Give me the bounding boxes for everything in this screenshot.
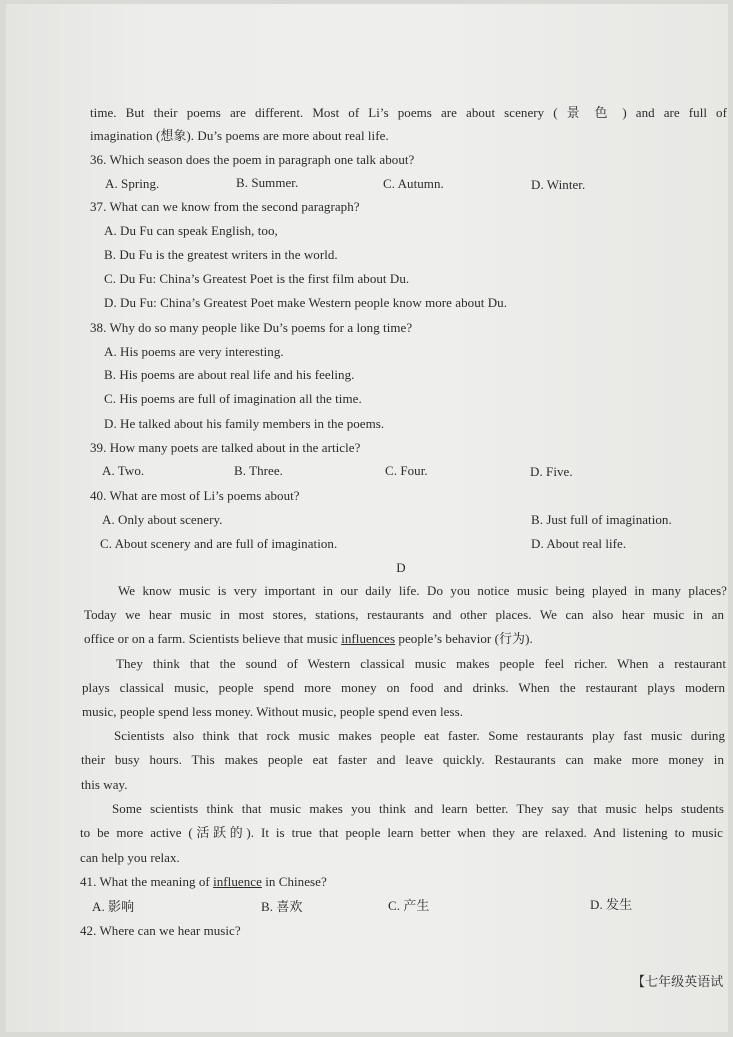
option: C. His poems are full of imagination all the time. — [104, 391, 362, 406]
option: A. His poems are very interesting. — [104, 344, 284, 359]
option: C. Autumn. — [383, 176, 444, 191]
option: A. Spring. — [105, 176, 160, 191]
passage-line: Today we hear music in most stores, stations, restaurants and other places. We can also hear music in an — [84, 607, 724, 622]
question-stem: 38. Why do so many people like Du’s poems for a long time? — [90, 320, 413, 335]
option: B. Three. — [234, 463, 283, 478]
question-stem — [80, 873, 327, 891]
passage-line: this way. — [81, 777, 128, 792]
option: B. His poems are about real life and his feeling. — [104, 367, 355, 382]
passage-line: time. But their poems are different. Most of Li’s poems are about scenery ( 景 色 ) and are full of — [90, 105, 727, 120]
passage-line: can help you relax. — [80, 850, 180, 865]
question-stem: 37. What can we know from the second paragraph? — [90, 199, 360, 214]
option: D. 发生 — [590, 897, 633, 912]
passage-line: They think that the sound of Western classical music makes people feel richer. When a restaurant — [116, 656, 726, 671]
question-stem: 36. Which season does the poem in paragraph one talk about? — [90, 152, 415, 167]
question-stem: 40. What are most of Li’s poems about? — [90, 488, 300, 503]
question-stem: 39. How many poets are talked about in the article? — [90, 440, 361, 455]
question-stem: 42. Where can we hear music? — [80, 923, 241, 938]
underlined-word: influences — [341, 631, 396, 646]
option: D. Du Fu: China’s Greatest Poet make Western people know more about Du. — [104, 295, 508, 310]
question-text: 41. What the meaning of — [80, 874, 214, 889]
exam-page — [6, 4, 728, 1032]
passage-line: Some scientists think that music makes you think and learn better. They say that music helps students — [112, 801, 724, 816]
option: C. About scenery and are full of imagination. — [100, 536, 338, 551]
passage-text: office or on a farm. Scientists believe that music — [84, 631, 342, 646]
option: D. Five. — [530, 464, 573, 479]
passage-line: Scientists also think that rock music makes people eat faster. Some restaurants play fast music during — [114, 728, 725, 743]
option: C. Du Fu: China’s Greatest Poet is the first film about Du. — [104, 271, 410, 286]
question-text: in Chinese? — [261, 874, 327, 889]
passage-line: imagination (想象). Du’s poems are more about real life. — [90, 128, 389, 143]
section-heading: D — [396, 560, 406, 575]
passage-line: to be more active (活跃的). It is true that people learn better when they are relaxed. And listening to music — [80, 825, 723, 840]
option: A. Only about scenery. — [102, 512, 223, 527]
option: A. 影响 — [92, 899, 135, 914]
option: B. Du Fu is the greatest writers in the world. — [104, 247, 338, 262]
option: D. About real life. — [531, 536, 627, 551]
underlined-word: influence — [213, 874, 262, 889]
option: C. 产生 — [388, 898, 430, 913]
option: B. 喜欢 — [261, 899, 303, 914]
option: B. Summer. — [236, 175, 299, 190]
passage-line: their busy hours. This makes people eat faster and leave quickly. Restaurants can make more money in — [81, 752, 724, 767]
option: B. Just full of imagination. — [531, 512, 672, 527]
option: C. Four. — [385, 463, 428, 478]
passage-line: We know music is very important in our daily life. Do you notice music being played in many places? — [118, 583, 727, 598]
page-footer-label: 【七年级英语试 — [632, 975, 724, 990]
passage-text: people’s behavior (行为). — [395, 631, 533, 646]
option: A. Du Fu can speak English, too, — [104, 223, 278, 238]
option: D. He talked about his family members in the poems. — [104, 416, 385, 431]
option: A. Two. — [102, 463, 145, 478]
passage-line: plays classical music, people spend more money on food and drinks. When the restaurant plays modern — [82, 680, 725, 695]
passage-line: music, people spend less money. Without music, people spend even less. — [82, 704, 463, 719]
passage-line — [84, 630, 533, 648]
option: D. Winter. — [531, 177, 586, 192]
